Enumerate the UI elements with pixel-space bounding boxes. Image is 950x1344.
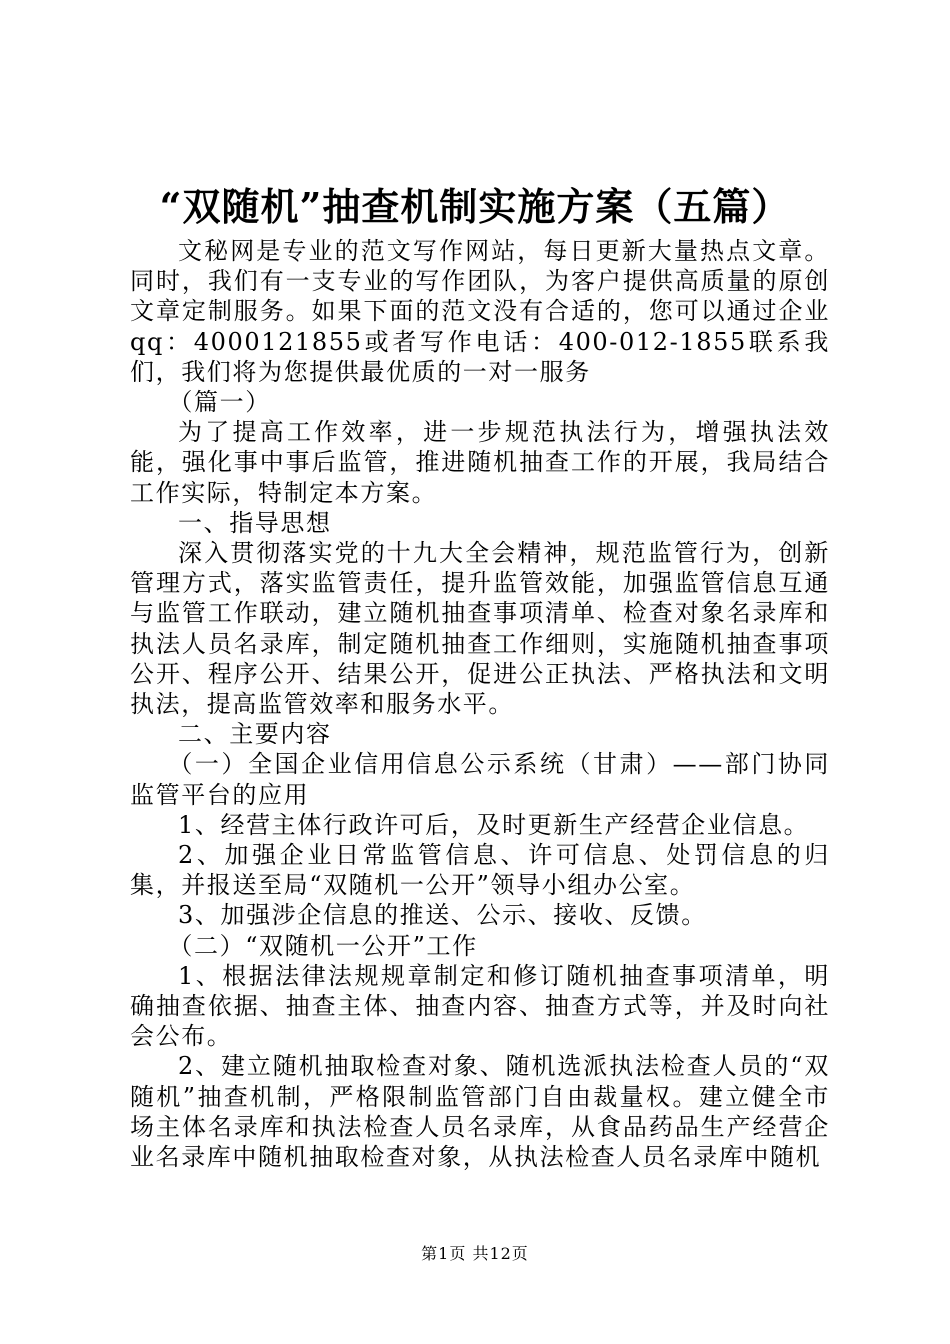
document-body (130, 236, 830, 1172)
page-number-footer: 第1页 共12页 (421, 1244, 529, 1263)
list-item: 1、根据法律法规规章制定和修订随机抽查事项清单，明确抽查依据、抽查主体、抽查内容、抽查方式等，并及时向社会公布。 (130, 961, 830, 1051)
list-item: 2、建立随机抽取检查对象、随机选派执法检查人员的“双随机”抽查机制，严格限制监管部门自由裁量权。建立健全市场主体名录库和执法检查人员名录库，从食品药品生产经营企业名录库中随机抽取检查对象，从执法检查人员名录库中随机 (130, 1052, 830, 1172)
section-label-part-one: （篇一） (168, 388, 271, 417)
intro-paragraph: 文秘网是专业的范文写作网站，每日更新大量热点文章。同时，我们有一支专业的写作团队，为客户提供高质量的原创文章定制服务。如果下面的范文没有合适的，您可以通过企业qq：4000121855或者写作电话：400-012-1855联系我们，我们将为您提供最优质的一对一服务 (130, 237, 830, 386)
document-title: “双随机”抽查机制实施方案（五篇） (159, 184, 791, 229)
list-item: 1、经营主体行政许可后，及时更新生产经营企业信息。 (178, 810, 810, 839)
body-paragraph: 为了提高工作效率，进一步规范执法行为，增强执法效能，强化事中事后监管，推进随机抽查工作的开展，我局结合工作实际，特制定本方案。 (130, 418, 830, 507)
section-heading-guiding-ideology: 一、指导思想 (178, 508, 332, 537)
list-item: 3、加强涉企信息的推送、公示、接收、反馈。 (178, 901, 707, 930)
subsection-heading: （一）全国企业信用信息公示系统（甘肃）——部门协同监管平台的应用 (130, 750, 830, 809)
subsection-heading: （二）“双随机一公开”工作 (168, 931, 478, 960)
list-item: 2、加强企业日常监管信息、许可信息、处罚信息的归集，并报送至局“双随机一公开”领导小组办公室。 (130, 841, 830, 900)
section-heading-main-content: 二、主要内容 (178, 720, 332, 749)
body-paragraph: 深入贯彻落实党的十九大全会精神，规范监管行为，创新管理方式，落实监管责任，提升监管效能，加强监管信息互通与监管工作联动，建立随机抽查事项清单、检查对象名录库和执法人员名录库，制定随机抽查工作细则，实施随机抽查事项公开、程序公开、结果公开，促进公正执法、严格执法和文明执法，提高监管效率和服务水平。 (130, 539, 830, 719)
